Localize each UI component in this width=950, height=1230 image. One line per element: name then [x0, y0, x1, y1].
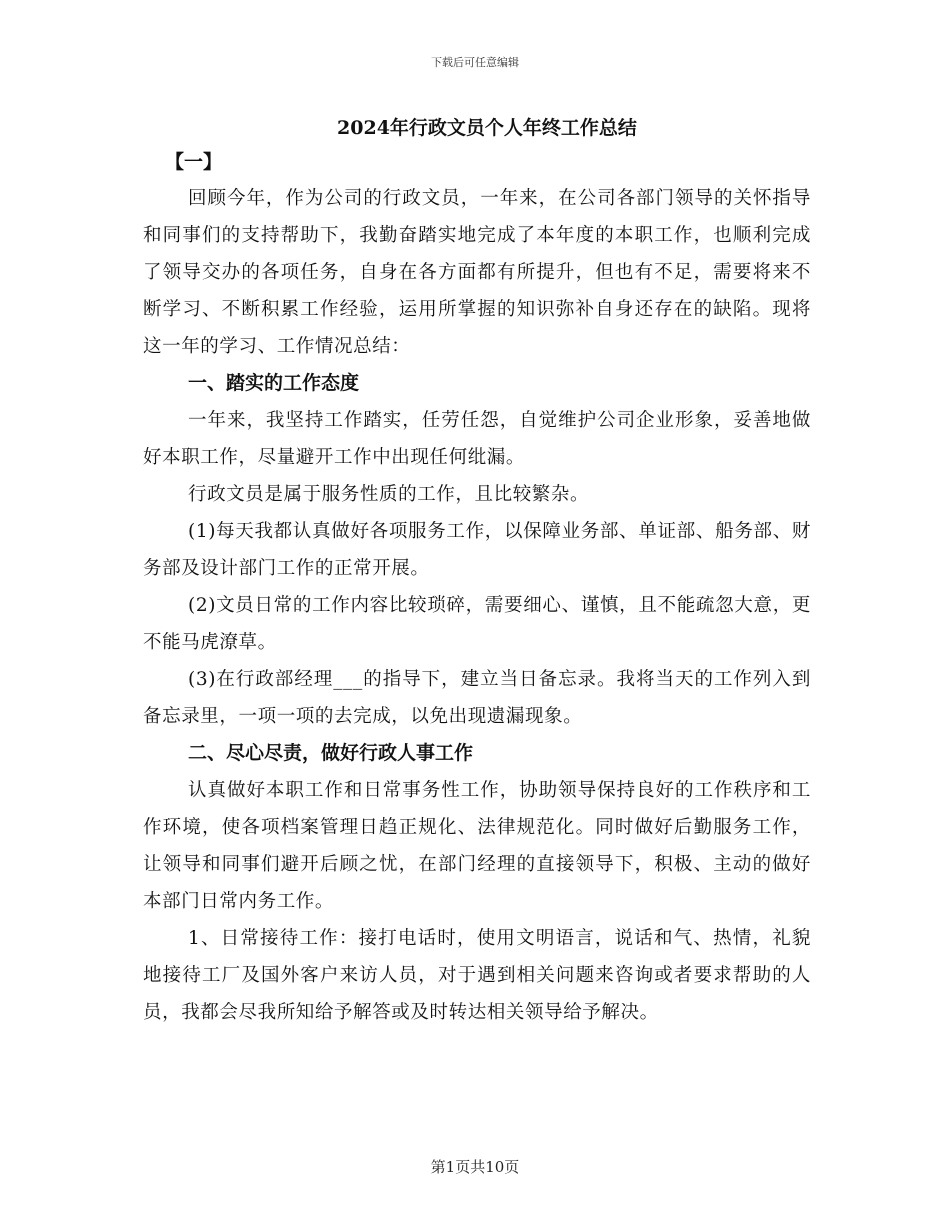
document-title: 2024年行政文员个人年终工作总结 — [337, 117, 637, 139]
page-footer: 第1页共10页 — [430, 1158, 520, 1176]
heading-work-attitude: 一、踏实的工作态度 — [188, 372, 360, 394]
paragraph-intro: 回顾今年，作为公司的行政文员，一年来，在公司各部门领导的关怀指导和同事们的支持帮助下，我勤奋踏实地完成了本年度的本职工作，也顺利完成了领导交办的各项任务，自身在各方面都有所提升，但也有不足，需要将来不断学习、不断积累工作经验，运用所掌握的知识弥补自身还存在的缺陷。现将这一年的学习、工作情况总结： — [143, 188, 811, 357]
paragraph-service-nature: 行政文员是属于服务性质的工作，且比较繁杂。 — [188, 484, 590, 505]
paragraph-admin-work: 认真做好本职工作和日常事务性工作，协助领导保持良好的工作秩序和工作环境，使各项档案管理日趋正规化、法律规范化。同时做好后勤服务工作，让领导和同事们避开后顾之忧，在部门经理的直接领导下，积极、主动的做好本部门日常内务工作。 — [143, 780, 811, 912]
heading-admin-work: 二、尽心尽责，做好行政人事工作 — [188, 742, 474, 764]
header-note: 下载后可任意编辑 — [431, 56, 519, 69]
section-mark: 【一】 — [165, 151, 223, 173]
paragraph-item-2: (2)文员日常的工作内容比较琐碎，需要细心、谨慎，且不能疏忽大意，更不能马虎潦草。 — [143, 595, 811, 653]
document-body — [143, 112, 811, 1031]
paragraph-attitude: 一年来，我坚持工作踏实，任劳任怨，自觉维护公司企业形象，妥善地做好本职工作，尽量避开工作中出现任何纰漏。 — [143, 410, 811, 468]
paragraph-reception: 1、日常接待工作：接打电话时，使用文明语言，说话和气、热情，礼貌地接待工厂及国外客户来访人员，对于遇到相关问题来咨询或者要求帮助的人员，我都会尽我所知给予解答或及时转达相关领导给予解决。 — [143, 928, 811, 1023]
paragraph-item-1: (1)每天我都认真做好各项服务工作，以保障业务部、单证部、船务部、财务部及设计部门工作的正常开展。 — [143, 521, 811, 579]
paragraph-item-3: (3)在行政部经理___的指导下，建立当日备忘录。我将当天的工作列入到备忘录里，一项一项的去完成，以免出现遗漏现象。 — [143, 669, 811, 727]
